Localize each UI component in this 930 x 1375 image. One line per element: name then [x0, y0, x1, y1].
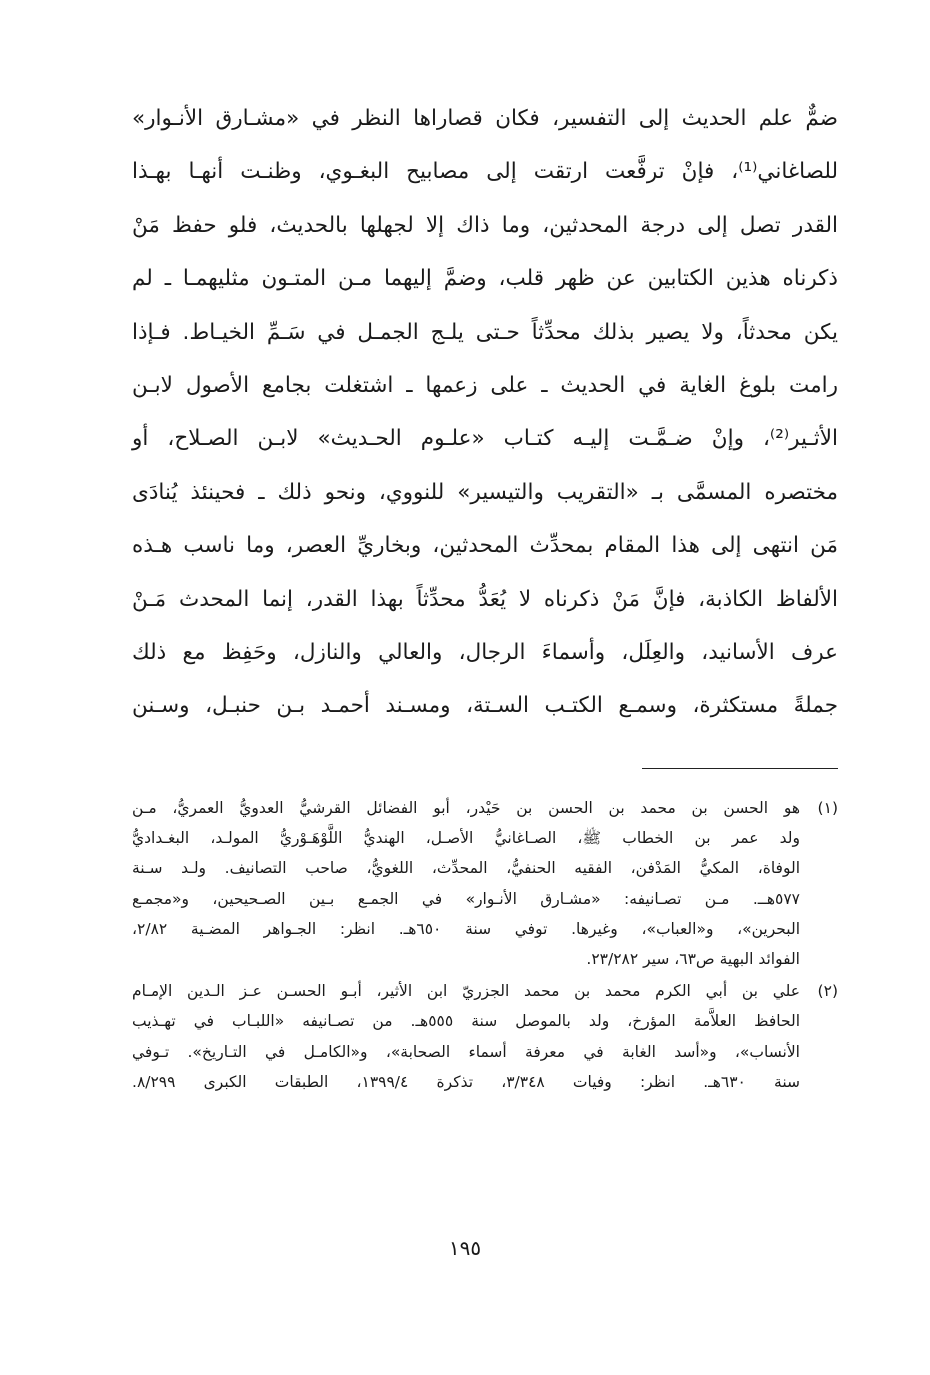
footnote-line: ٥٧٧هــ. مـن تصـانيفه: «مشـارق الأنـوار» في الجمـع بـين الصـحيحين، و«مجمـع	[132, 889, 800, 908]
footnote-line: الحافظ العلاَّمة المؤرخ، ولد بالموصل سنة ٥٥٥هـ. من تصـانيفه «اللبـاب في تهـذيب	[132, 1012, 801, 1031]
footnote-separator	[642, 768, 838, 769]
main-text-line: عرف الأسانيد، والعِلَل، وأسماءَ الرجال، والعالي والنازل، وحَفِظ مع ذلك	[132, 639, 838, 665]
main-text-line: الألفاظ الكاذبة، فإنَّ مَنْ ذكرناه لا يُعَدُّ محدِّثاً بهذا القدر، إنما المحدث مَـنْ	[132, 586, 838, 612]
main-text-line: مَن انتهى إلى هذا المقام بمحدِّث المحدثين، وبخاريِّ العصر، وما ناسب هـذه	[132, 533, 838, 559]
footnote-line: هو الحسن بن محمد بن الحسن بن حَيْدر، أبو الفضائل القرشيُّ العدويُّ العمريُّ، مـن	[132, 799, 800, 817]
footnotes-block	[132, 793, 838, 1099]
page-number: ١٩٥	[448, 1236, 482, 1260]
main-text-line: يكن محدثاً، ولا يصير بذلك محدِّثاً حـتى يلـج الجمـل في سَـمِّ الخيـاط. فـإذا	[132, 319, 838, 345]
footnote-line: البحرين»، و«العباب»، وغيرها. توفي سنة ٦٥٠هـ. انظر: الجـواهر المضـية ٢/٨٢،	[132, 919, 800, 938]
main-text-line: الأثـير⁽²⁾، وإنْ ضـمَّـت إليـه كتـاب «علـوم الحـديث» لابـن الصـلاح، أو	[132, 426, 838, 452]
footnote-line: الأنساب»، و«أسد الغابة في معرفة أسماء الصحابة»، و«الكامـل في التـاريخ». تـوفي	[132, 1042, 800, 1061]
footnote-body	[132, 793, 800, 974]
main-text-line: جملةً مستكثرة، وسمـع الكتـب السـتة، ومسـند أحمـد بـن حنبـل، وسـنن	[132, 693, 838, 719]
main-text-line: ضمٌّ علم الحديث إلى التفسير، فكان قصاراها النظر في «مشـارق الأنـوار»	[132, 106, 838, 131]
footnote-line: الوفاة، المكيُّ المَدْفن، الفقيه الحنفيُّ، المحدِّث، اللغويُّ، صاحب التصانيف. ولـد سـنة	[132, 859, 800, 878]
footnote-line: سنة ٦٣٠هـ. انظر: وفيات ٣/٣٤٨، تذكرة ١٣٩٩/٤، الطبقات الكبرى ٨/٢٩٩.	[132, 1072, 801, 1091]
main-text-line: القدر تصل إلى درجة المحدثين، وما ذاك إلا لجهلها بالحديث، فلو حفظ مَنْ	[132, 212, 838, 238]
main-text-block	[132, 92, 838, 733]
main-text-line: للصاغاني⁽¹⁾، فإنْ ترفَّعت ارتقت إلى مصابيح البغـوي، وظنـت أنهـا بهـذا	[132, 159, 838, 185]
footnote-line: الفوائد البهية ص٦٣، سير ٢٣/٢٨٢.	[586, 949, 800, 968]
main-text-line: مختصره المسمَّى بـ «التقريب والتيسير» للنووي، ونحو ذلك ـ فحينئذ يُنادَى	[132, 479, 838, 505]
footnote-1	[132, 793, 838, 974]
footnote-number: (١)	[817, 799, 838, 817]
main-text-line: رامت بلوغ الغاية في الحديث ـ على زعمها ـ اشتغلت بجامع الأصول لابـن	[132, 372, 838, 398]
footnote-body	[132, 976, 800, 1097]
footnote-line: ولد عمر بن الخطاب ﷺ، الصـاغانيُّ الأصـل، الهنديُّ اللَّوْهَـوْريُّ المولـد، البغـداديُّ	[132, 829, 800, 848]
footnote-2	[132, 976, 838, 1097]
main-text-line: ذكرناه هذين الكتابين عن ظهر قلب، وضمَّ إليهما مـن المتـون مثليهمـا ـ لم	[132, 266, 838, 292]
footnote-line: علي بن أبي الكرم محمد بن محمد الجزريّ ابن الأثير، أبـو الحسـن عـز الـدين الإمـام	[132, 982, 800, 1001]
footnote-number: (٢)	[817, 982, 838, 1001]
